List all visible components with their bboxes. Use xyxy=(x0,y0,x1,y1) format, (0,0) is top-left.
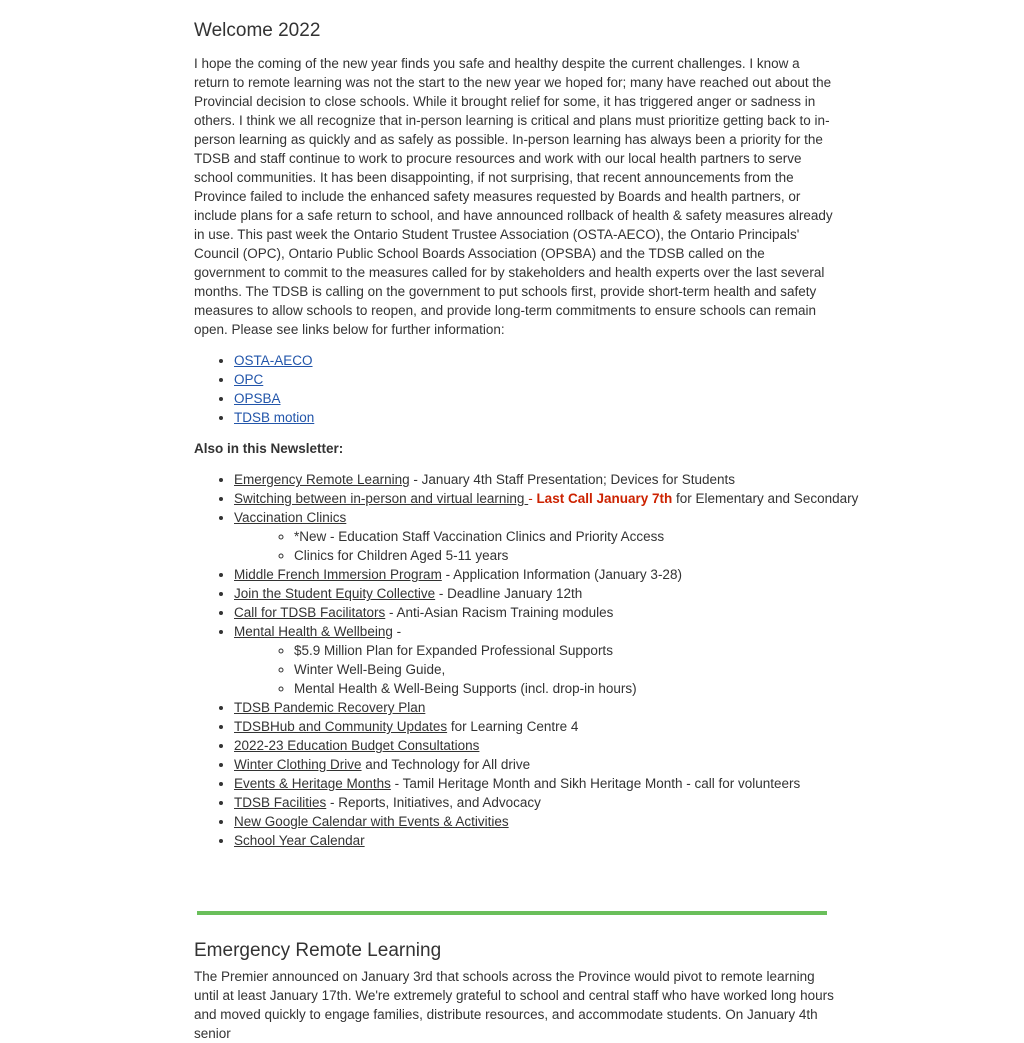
item-text: for Learning Centre 4 xyxy=(447,719,579,734)
link-budget-consultations[interactable]: 2022-23 Education Budget Consultations xyxy=(234,738,480,753)
list-item xyxy=(234,603,874,622)
link-student-equity-collective[interactable]: Join the Student Equity Collective xyxy=(234,586,436,601)
section-divider xyxy=(197,911,827,915)
sub-item: ◦ Winter Well-Being Guide, xyxy=(294,660,874,679)
item-text: - Anti-Asian Racism Training modules xyxy=(385,605,614,620)
link-mental-health[interactable]: Mental Health & Wellbeing xyxy=(234,624,393,639)
link-tdsb-motion[interactable]: TDSB motion xyxy=(234,410,315,425)
link-emergency-remote-learning[interactable]: Emergency Remote Learning xyxy=(234,472,410,487)
newsletter-heading: Also in this Newsletter: xyxy=(194,441,344,456)
list-item xyxy=(234,370,874,389)
list-item xyxy=(234,793,874,812)
link-opc[interactable]: OPC xyxy=(234,372,264,387)
sub-list xyxy=(234,527,874,565)
list-item xyxy=(234,470,874,489)
link-pandemic-recovery-plan[interactable]: TDSB Pandemic Recovery Plan xyxy=(234,700,426,715)
item-text: - January 4th Staff Presentation; Devices for Students xyxy=(409,472,736,487)
link-switching-learning[interactable]: Switching between in-person and virtual learning xyxy=(234,491,529,506)
list-item xyxy=(234,389,874,408)
sub-item: ◦ $5.9 Million Plan for Expanded Professional Supports xyxy=(294,641,874,660)
link-tdsb-facilities[interactable]: TDSB Facilities xyxy=(234,795,327,810)
list-item xyxy=(234,812,874,831)
link-tdsbhub[interactable]: TDSBHub and Community Updates xyxy=(234,719,448,734)
sub-list xyxy=(234,641,874,698)
item-text: for Elementary and Secondary xyxy=(672,491,859,506)
list-item xyxy=(234,622,874,698)
item-text: - Tamil Heritage Month and Sikh Heritage Month - call for volunteers xyxy=(390,776,801,791)
list-item xyxy=(234,755,874,774)
erl-paragraph: The Premier announced on January 3rd that schools across the Province would pivot to remote learning until at least January 17th. We're extremely grateful to school and central staff who have worked long hours and moved quickly to engage families, distribute resources, and accommodate students. On January 4th senior xyxy=(194,969,834,1041)
item-separator: - xyxy=(528,491,537,506)
link-google-calendar[interactable]: New Google Calendar with Events & Activities xyxy=(234,814,509,829)
list-item xyxy=(234,831,874,850)
welcome-paragraph: I hope the coming of the new year finds you safe and healthy despite the current challenges. I know a return to remote learning was not the start to the new year we hoped for; many have reached out about the Provincial decision to close schools. While it brought relief for some, it has triggered anger or sadness in others. I think we all recognize that in-person learning is critical and plans must prioritize getting back to in-person learning as quickly and as safely as possible. In-person learning has always been a priority for the TDSB and staff continue to work to procure resources and work with our local health partners to serve school communities. It has been disappointing, if not surprising, that recent announcements from the Province failed to include the enhanced safety measures requested by Boards and health partners, or include plans for a safe return to school, and have announced rollback of health & safety measures already in use. This past week the Ontario Student Trustee Association (OSTA-AECO), the Ontario Principals' Council (OPC), Ontario Public School Boards Association (OPSBA) and the TDSB called on the government to commit to the measures called for by stakeholders and health experts over the last several months. The TDSB is calling on the government to put schools first, provide short-term health and safety measures to allow schools to reopen, and provide long-term commitments to ensure schools can remain open. Please see links below for further information: xyxy=(194,56,833,337)
list-item xyxy=(234,508,874,565)
list-item xyxy=(234,584,874,603)
erl-title: Emergency Remote Learning xyxy=(194,940,442,961)
item-text: - xyxy=(392,624,402,639)
list-item xyxy=(234,351,874,370)
link-vaccination-clinics[interactable]: Vaccination Clinics xyxy=(234,510,347,525)
item-text: - Application Information (January 3-28) xyxy=(441,567,682,582)
list-item xyxy=(234,717,874,736)
last-call-highlight: Last Call January 7th xyxy=(536,491,673,506)
link-school-year-calendar[interactable]: School Year Calendar xyxy=(234,833,365,848)
sub-item: ◦ Mental Health & Well-Being Supports (incl. drop-in hours) xyxy=(294,679,874,698)
newsletter-list xyxy=(194,470,874,850)
list-item xyxy=(234,736,874,755)
list-item xyxy=(234,698,874,717)
item-text: and Technology for All drive xyxy=(361,757,531,772)
list-item xyxy=(234,489,874,508)
link-events-heritage[interactable]: Events & Heritage Months xyxy=(234,776,391,791)
sub-item: ◦ Clinics for Children Aged 5-11 years xyxy=(294,546,874,565)
welcome-links xyxy=(194,351,874,427)
link-middle-french-immersion[interactable]: Middle French Immersion Program xyxy=(234,567,442,582)
item-text: - Deadline January 12th xyxy=(435,586,583,601)
list-item xyxy=(234,565,874,584)
link-winter-clothing-drive[interactable]: Winter Clothing Drive xyxy=(234,757,362,772)
sub-item: ◦ *New - Education Staff Vaccination Clinics and Priority Access xyxy=(294,527,874,546)
item-text: - Reports, Initiatives, and Advocacy xyxy=(326,795,541,810)
list-item xyxy=(234,408,874,427)
list-item xyxy=(234,774,874,793)
welcome-title: Welcome 2022 xyxy=(194,20,321,41)
link-tdsb-facilitators[interactable]: Call for TDSB Facilitators xyxy=(234,605,386,620)
link-opsba[interactable]: OPSBA xyxy=(234,391,281,406)
link-osta-aeco[interactable]: OSTA-AECO xyxy=(234,353,313,368)
